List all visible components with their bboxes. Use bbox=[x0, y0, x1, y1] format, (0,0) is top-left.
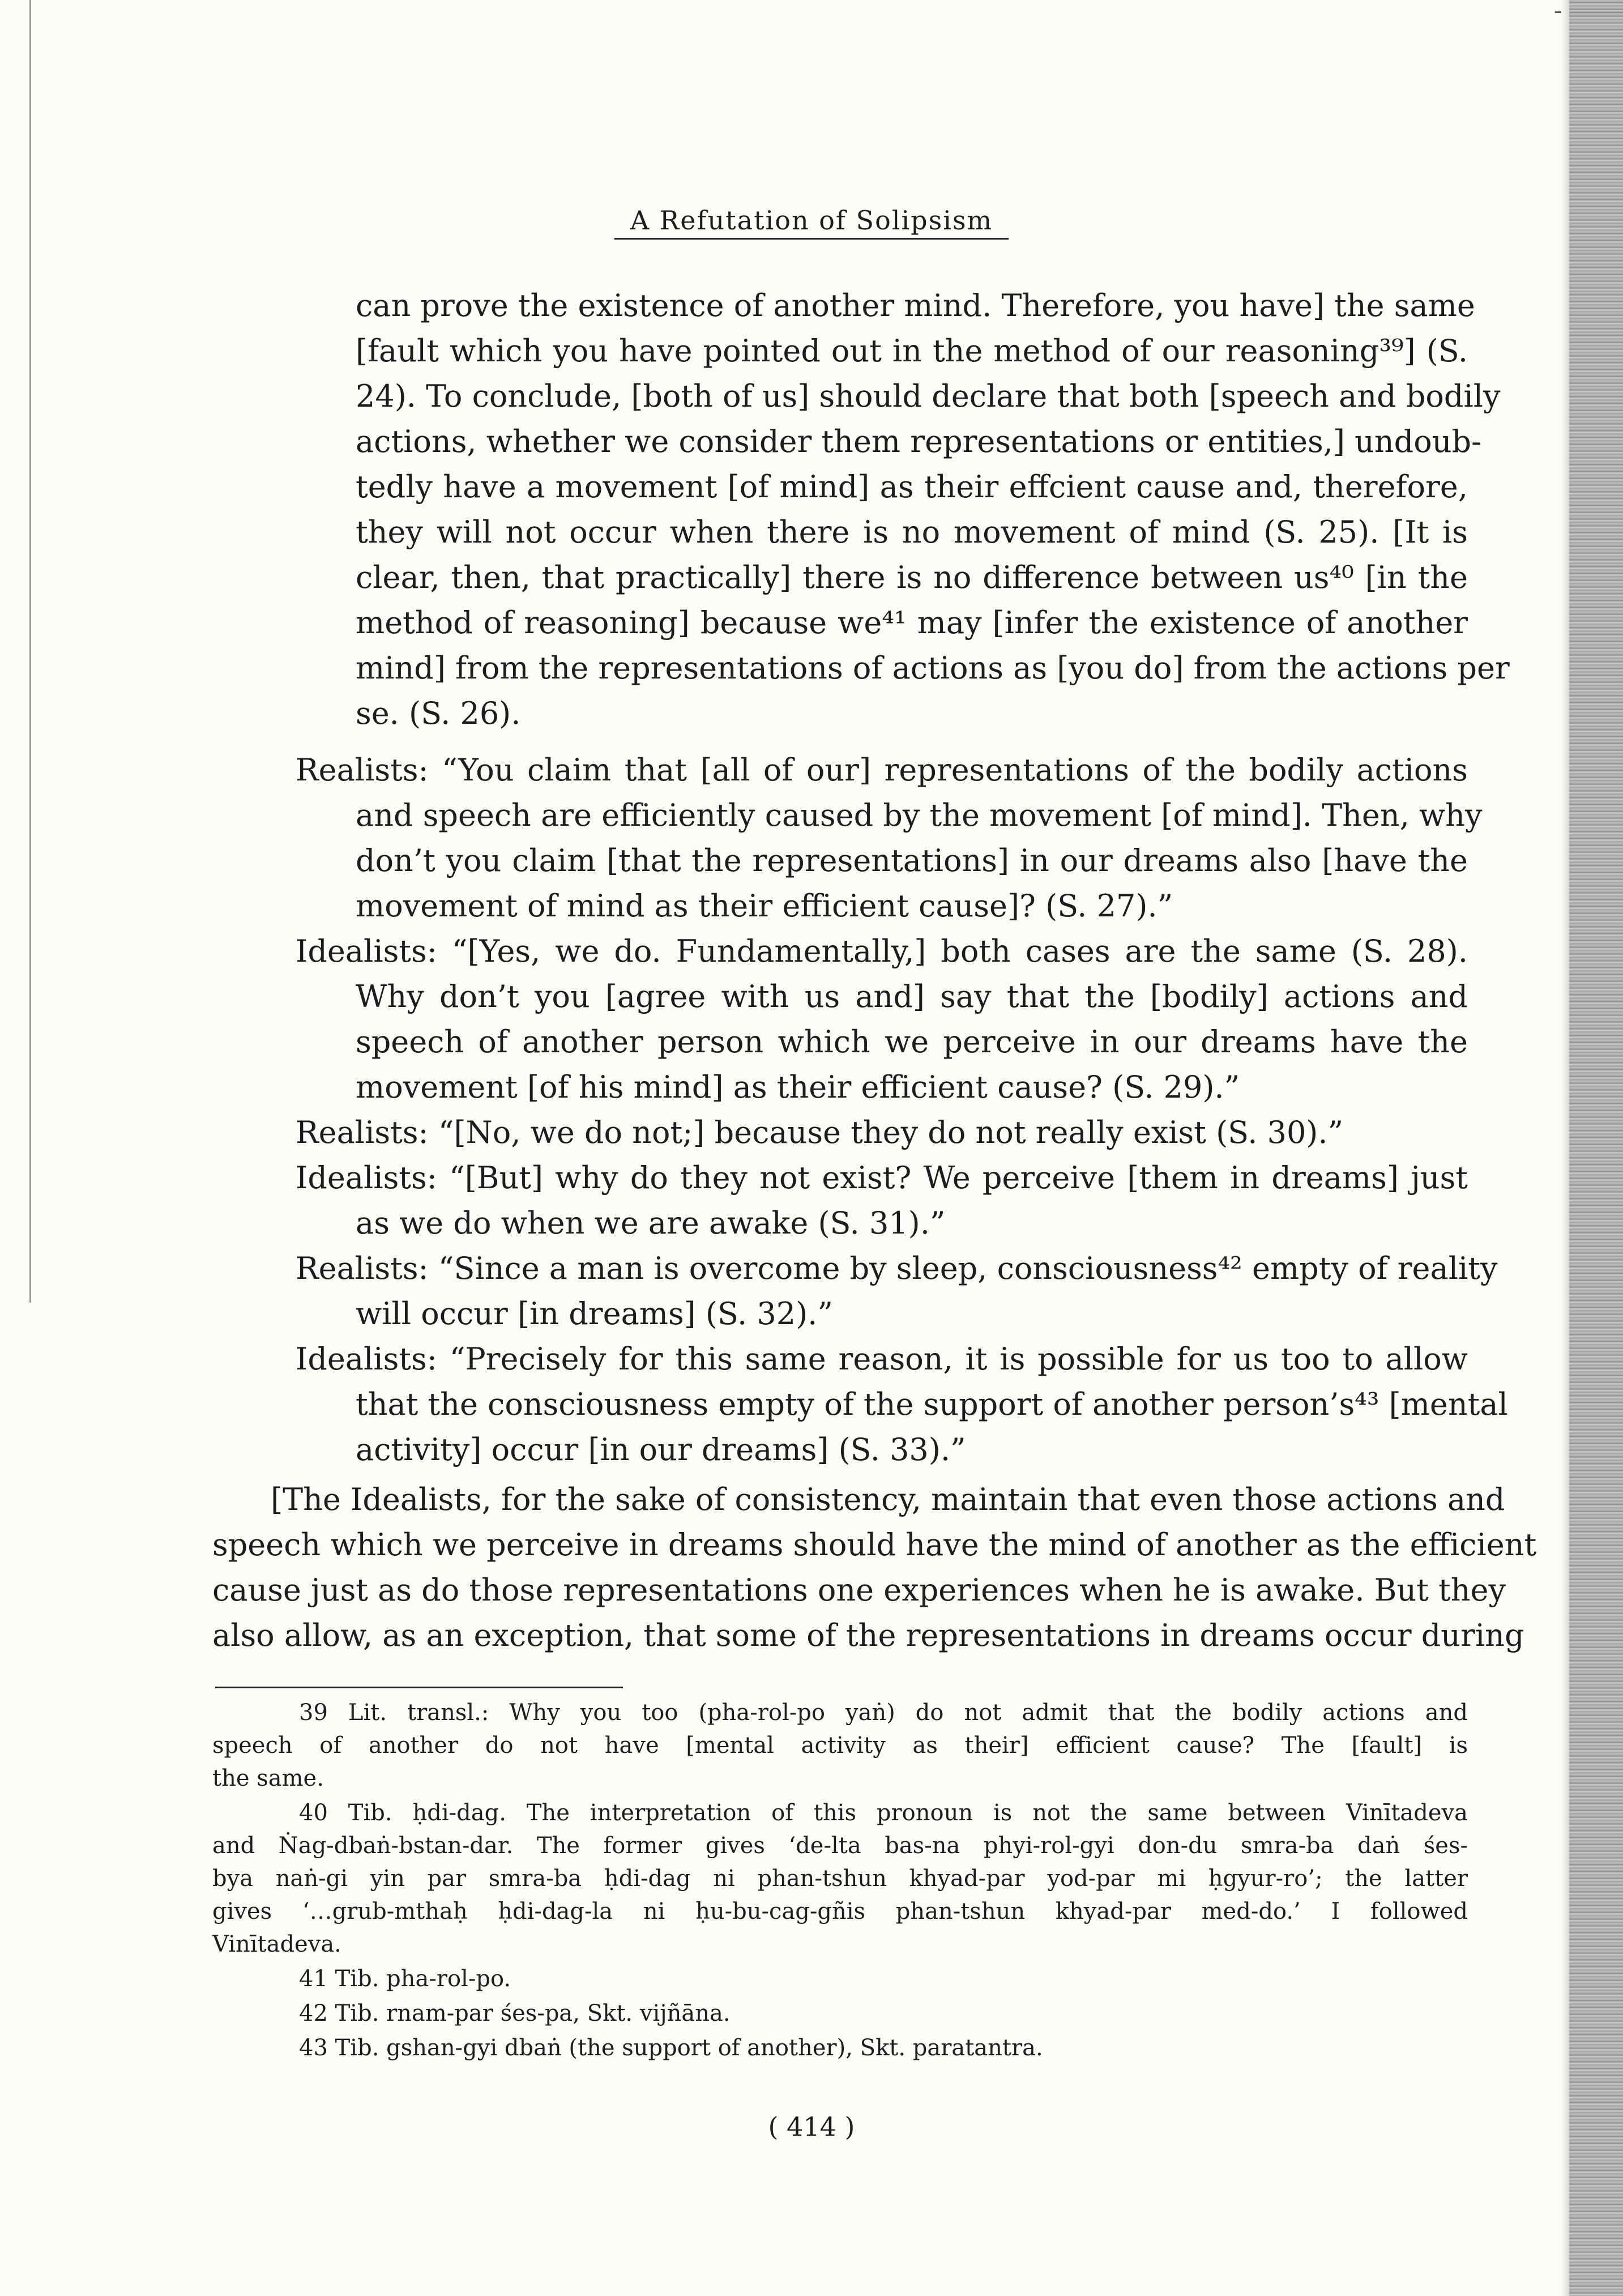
dialogue-line: activity] occur [in our dreams] (S. 33).” bbox=[356, 1432, 966, 1467]
body-line: tedly have a movement [of mind] as their effcient cause and, therefore, bbox=[356, 469, 1468, 505]
footnote-line: 39 Lit. transl.: Why you too (pha-rol-po yaṅ) do not admit that the bodily actions and bbox=[299, 1700, 1468, 1726]
dialogue-line: movement [of his mind] as their efficient cause? (S. 29).” bbox=[356, 1069, 1240, 1105]
dialogue-line: and speech are efficiently caused by the movement [of mind]. Then, why bbox=[356, 797, 1483, 833]
dialogue-line: Realists: “You claim that [all of our] representations of the bodily actions bbox=[296, 752, 1468, 788]
dialogue-line: movement of mind as their efficient cause]? (S. 27).” bbox=[356, 888, 1173, 924]
footnote-line: 41 Tib. pha-rol-po. bbox=[299, 1966, 511, 1992]
dialogue-line: will occur [in dreams] (S. 32).” bbox=[356, 1296, 833, 1331]
footnote-line: 40 Tib. ḥdi-dag. The interpretation of this pronoun is not the same between Vinītadeva bbox=[299, 1800, 1468, 1826]
body-line: they will not occur when there is no movement of mind (S. 25). [It is bbox=[356, 514, 1468, 550]
page-number: ( 414 ) bbox=[768, 2111, 855, 2142]
footnote-line: 42 Tib. rnam-par śes-pa, Skt. vijñāna. bbox=[299, 2000, 731, 2026]
paragraph-line: speech which we perceive in dreams should have the mind of another as the efficient bbox=[212, 1527, 1537, 1563]
dialogue-line: Idealists: “[But] why do they not exist? We perceive [them in dreams] just bbox=[296, 1160, 1468, 1196]
book-binding-edge bbox=[1569, 0, 1623, 2296]
scan-left-rule bbox=[29, 0, 31, 1303]
dialogue-line: Idealists: “[Yes, we do. Fundamentally,] both cases are the same (S. 28). bbox=[296, 933, 1468, 969]
body-line: se. (S. 26). bbox=[356, 695, 521, 731]
running-header: A Refutation of Solipsism bbox=[0, 205, 1623, 240]
footnote-line: and Ṅag-dbaṅ-bstan-dar. The former gives ‘de-lta bas-na phyi-rol-gyi don-du smra-ba daṅ śes- bbox=[212, 1833, 1468, 1859]
body-line: method of reasoning] because we⁴¹ may [infer the existence of another bbox=[356, 605, 1468, 641]
dialogue-line: as we do when we are awake (S. 31).” bbox=[356, 1205, 946, 1241]
dialogue-line: that the consciousness empty of the support of another person’s⁴³ [mental bbox=[356, 1386, 1508, 1422]
dialogue-line: Realists: “[No, we do not;] because they do not really exist (S. 30).” bbox=[296, 1115, 1344, 1150]
dialogue-line: Realists: “Since a man is overcome by sleep, consciousness⁴² empty of reality bbox=[296, 1251, 1498, 1286]
body-line: [fault which you have pointed out in the method of our reasoning³⁹] (S. bbox=[356, 333, 1468, 369]
footnote-line: speech of another do not have [mental activity as their] efficient cause? The [fault] is bbox=[212, 1732, 1468, 1759]
footnote-line: Vinītadeva. bbox=[212, 1931, 341, 1957]
body-line: clear, then, that practically] there is no difference between us⁴⁰ [in the bbox=[356, 560, 1468, 595]
footnote-separator bbox=[215, 1687, 623, 1688]
footnote-line: gives ‘…grub-mthaḥ ḥdi-dag-la ni ḥu-bu-cag-gñis phan-tshun khyad-par med-do.’ I followed bbox=[212, 1898, 1468, 1924]
footnote-line: bya naṅ-gi yin par smra-ba ḥdi-dag ni phan-tshun khyad-par yod-par mi ḥgyur-ro’; the latter bbox=[212, 1866, 1468, 1892]
body-line: 24). To conclude, [both of us] should declare that both [speech and bodily bbox=[356, 378, 1501, 414]
body-line: mind] from the representations of actions as [you do] from the actions per bbox=[356, 650, 1510, 686]
dialogue-line: Idealists: “Precisely for this same reason, it is possible for us too to allow bbox=[296, 1341, 1468, 1377]
dialogue-line: Why don’t you [agree with us and] say that the [bodily] actions and bbox=[356, 979, 1468, 1014]
paragraph-line: cause just as do those representations one experiences when he is awake. But they bbox=[212, 1572, 1506, 1608]
body-line: actions, whether we consider them representations or entities,] undoub- bbox=[356, 424, 1482, 459]
body-line: can prove the existence of another mind. Therefore, you have] the same bbox=[356, 288, 1475, 323]
dialogue-line: speech of another person which we perceive in our dreams have the bbox=[356, 1024, 1468, 1060]
footnote-line: 43 Tib. gshan-gyi dbaṅ (the support of another), Skt. paratantra. bbox=[299, 2035, 1043, 2061]
paragraph-line: also allow, as an exception, that some of the representations in dreams occur during bbox=[212, 1618, 1524, 1653]
dialogue-line: don’t you claim [that the representations] in our dreams also [have the bbox=[356, 843, 1468, 878]
footnote-line: the same. bbox=[212, 1765, 324, 1791]
paragraph-line: [The Idealists, for the sake of consistency, maintain that even those actions and bbox=[271, 1482, 1505, 1517]
page-edge-shadow bbox=[1561, 0, 1569, 2296]
